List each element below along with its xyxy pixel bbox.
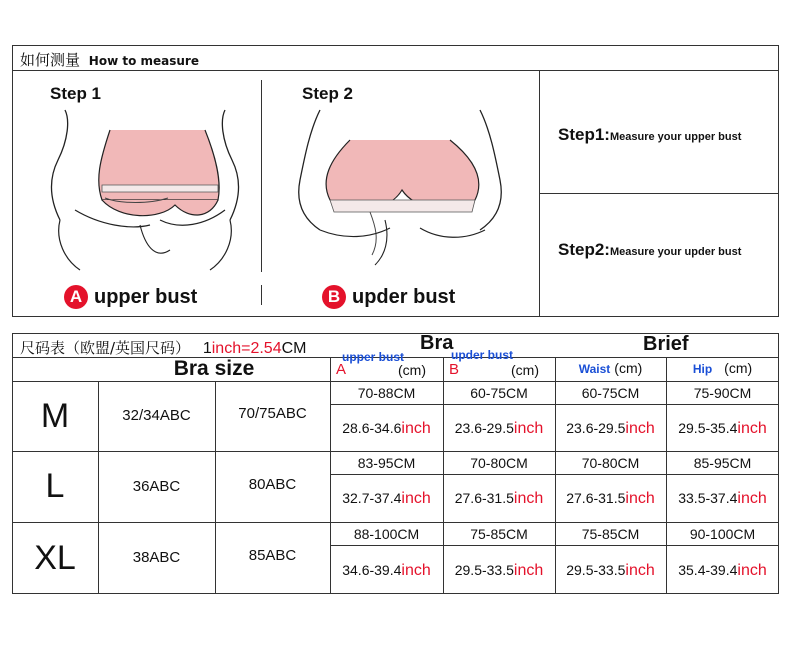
inch-value [666,475,779,522]
eu-size: 80ABC [248,476,297,493]
step-divider [261,80,262,272]
inch-number: 27.6-31.5 [454,490,514,506]
step1-text: Measure your upper bust [609,131,742,143]
waist-header [555,360,666,378]
cup-size: 36ABC [132,478,181,495]
col-a-unit: (cm) [398,362,426,378]
col-b-unit: (cm) [511,362,539,378]
waist-unit: (cm) [614,360,643,376]
hip-header [666,360,779,378]
label-a [64,285,197,309]
cm-value: 70-88CM [357,385,416,401]
label-b-text: upder bust [352,285,456,308]
inch-value [330,475,443,522]
measure-title-cn: 如何测量 [20,51,81,69]
brief-header: Brief [643,333,689,355]
measure-text-hdivider [539,193,779,194]
label-a-text: upper bust [94,285,198,308]
inch-number: 27.6-31.5 [566,490,626,506]
measure-header-divider [12,70,779,71]
bra-size-header: Bra size [173,357,255,380]
inch-value [443,546,555,594]
col-a-label: upper bust [342,350,404,364]
step2-text: Measure your upder bust [609,246,742,258]
inch-number: 23.6-29.5 [566,420,626,436]
cup-size: 32/34ABC [122,407,191,424]
inch-unit: inch [625,490,655,507]
inch-number: 28.6-34.6 [342,420,402,436]
col-a-header [334,350,442,380]
step2-prefix: Step2: [558,240,610,259]
col-a-letter: A [336,361,347,378]
badge-a: A [64,285,88,309]
cm-value: 60-75CM [470,385,528,401]
inch-value [555,475,666,522]
conversion [203,340,307,357]
inch-number: 32.7-37.4 [342,490,402,506]
cm-value: 70-80CM [470,455,528,471]
conv-one: 1 [202,340,212,357]
size-label: XL [34,539,76,577]
inch-number: 34.6-39.4 [342,562,402,578]
inch-unit: inch [401,562,431,579]
inch-value [443,475,555,522]
size-title-cn: 尺码表（欧盟/英国尺码） [20,339,191,357]
waist-label: Waist [578,362,611,376]
inch-unit: inch [737,490,767,507]
inch-unit: inch [401,420,431,437]
inch-value [330,546,443,594]
measure-title [20,49,199,70]
inch-unit: inch [625,420,655,437]
inch-value [330,405,443,451]
eu-size: 85ABC [248,547,297,564]
inch-number: 29.5-33.5 [566,562,626,578]
inch-unit: inch [625,562,655,579]
step1-instruction [558,125,741,145]
hip-label: Hip [692,362,713,376]
cm-value: 60-75CM [581,385,640,401]
step-divider-small [261,285,262,305]
inch-unit: inch [513,420,544,437]
cm-value: 75-85CM [470,526,528,542]
cm-value: 90-100CM [689,526,756,542]
col-b-header [447,348,555,380]
inch-number: 33.5-37.4 [678,490,738,506]
conv-cm: CM [281,340,307,357]
label-b [322,285,455,309]
inch-unit: inch [513,490,544,507]
cm-value: 88-100CM [353,526,420,542]
inch-number: 29.5-35.4 [678,420,738,436]
step1-prefix: Step1: [558,125,610,144]
step2-illustration [290,100,510,275]
step2-instruction [558,240,741,260]
inch-value [555,405,666,451]
inch-unit: inch [737,562,767,579]
conv-eq: =2.54 [241,340,282,357]
cm-value: 85-95CM [693,455,752,471]
cm-value: 83-95CM [357,455,416,471]
cm-value: 75-90CM [693,385,752,401]
hip-unit: (cm) [724,360,753,376]
inch-value [555,546,666,594]
inch-unit: inch [513,562,544,579]
size-chart-title [20,337,306,358]
eu-size: 70/75ABC [238,405,307,422]
inch-number: 35.4-39.4 [678,562,738,578]
inch-unit: inch [737,420,767,437]
step2-label: Step 2 [302,84,354,103]
cm-value: 75-85CM [581,526,640,542]
col-b-letter: B [449,361,460,378]
step1-label: Step 1 [50,84,102,103]
col-b-label: upder bust [451,348,513,362]
bra-header: Bra [420,332,454,354]
inch-unit: inch [401,490,431,507]
cm-value: 70-80CM [581,455,640,471]
inch-number: 29.5-33.5 [454,562,514,578]
badge-b: B [322,285,346,309]
step1-illustration [40,100,250,275]
size-label: M [40,397,70,435]
measure-title-en: How to measure [88,54,199,68]
inch-value [666,405,779,451]
inch-value [666,546,779,594]
size-label: L [45,467,65,505]
conv-inch: inch [211,340,242,357]
inch-value [443,405,555,451]
cup-size: 38ABC [132,549,181,566]
inch-number: 23.6-29.5 [454,420,514,436]
